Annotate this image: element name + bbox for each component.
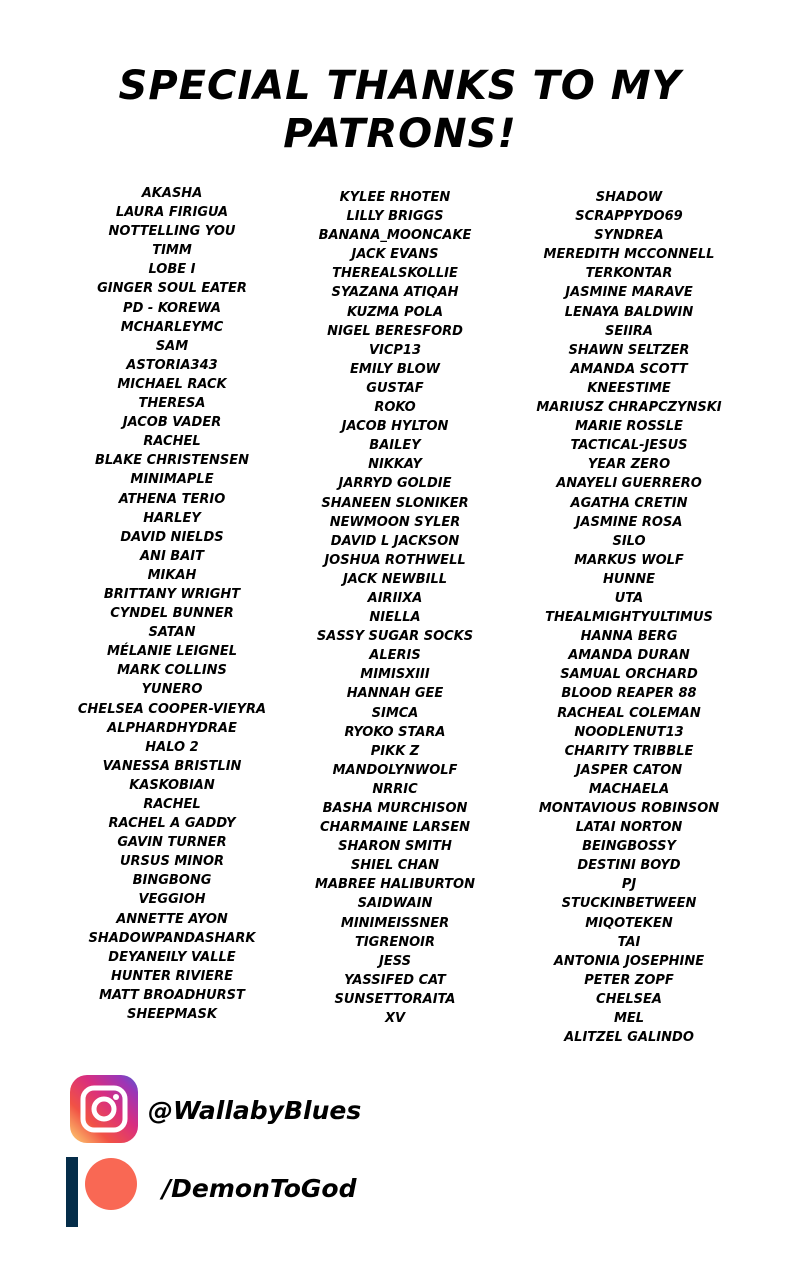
patron-name: MEL xyxy=(613,1011,645,1027)
patron-name: MIKAH xyxy=(147,567,197,583)
patron-name: SHANEEN SLONIKER xyxy=(321,495,469,511)
patron-name: NIELLA xyxy=(369,610,421,626)
patron-name: TIGRENOIR xyxy=(354,934,436,950)
patron-name: BINGBONG xyxy=(132,873,212,889)
patron-name: MABREE HALIBURTON xyxy=(315,877,475,893)
patron-name: RACHEAL COLEMAN xyxy=(557,705,701,721)
patron-name: SUNSETTORAITA xyxy=(334,991,456,1007)
patron-name: RACHEL xyxy=(143,797,201,812)
patron-name: JOSHUA ROTHWELL xyxy=(324,552,466,568)
patron-name: TAI xyxy=(617,934,641,950)
patron-name: THEALMIGHTYULTIMUS xyxy=(545,610,713,626)
patron-column-2 xyxy=(270,188,520,1028)
patron-name: LENAYA BALDWIN xyxy=(564,304,694,320)
patron-name: SEIIRA xyxy=(605,323,653,339)
patron-name: DEYANEILY VALLE xyxy=(108,949,236,965)
patron-name: RYOKO STARA xyxy=(344,724,446,740)
patron-name: URSUS MINOR xyxy=(119,854,225,870)
patron-name: HANNA BERG xyxy=(580,629,678,645)
patron-name: LATAI NORTON xyxy=(575,820,683,836)
patron-name: TIMM xyxy=(152,243,192,259)
patreon-handle[interactable]: /DemonToGod xyxy=(162,1174,357,1203)
patron-name: ANNETTE AYON xyxy=(116,911,228,927)
patron-name: LOBE I xyxy=(148,262,196,278)
patron-name: MARK COLLINS xyxy=(117,663,227,679)
patron-name: BANANA_MOONCAKE xyxy=(318,228,472,244)
patron-name: ROKO xyxy=(374,400,416,416)
patron-name: AMANDA SCOTT xyxy=(570,361,688,377)
patron-name: HANNAH GEE xyxy=(346,686,444,702)
patron-name: JACOB HYLTON xyxy=(341,419,449,435)
patron-name: ALERIS xyxy=(369,648,421,664)
patron-name: SATAN xyxy=(148,625,196,641)
patron-name: LAURA FIRIGUA xyxy=(115,205,229,221)
patron-name: CYNDEL BUNNER xyxy=(110,606,234,622)
page-title: SPECIAL THANKS TO MY PATRONS! xyxy=(118,63,682,157)
patron-name: SAMUAL ORCHARD xyxy=(560,667,698,683)
patron-name: BRITTANY WRIGHT xyxy=(103,586,241,602)
patron-name: YUNERO xyxy=(141,682,203,698)
patron-name: STUCKINBETWEEN xyxy=(561,896,697,912)
patron-name: KASKOBIAN xyxy=(129,777,215,793)
patron-name: GUSTAF xyxy=(366,380,424,396)
patron-name: XV xyxy=(384,1011,406,1027)
patron-name: ALPHARDHYDRAE xyxy=(107,720,237,736)
patron-name: SAM xyxy=(155,338,189,354)
patron-name: MATT BROADHURST xyxy=(99,987,245,1003)
patron-name: MONTAVIOUS ROBINSON xyxy=(538,801,720,816)
patron-name: BLOOD REAPER 88 xyxy=(561,686,697,702)
patron-name: EMILY BLOW xyxy=(350,361,440,377)
patron-name: JACOB VADER xyxy=(122,415,222,431)
patron-name: SYAZANA ATIQAH xyxy=(331,285,459,301)
patron-name: KNEESTIME xyxy=(587,380,671,396)
patron-name: VANESSA BRISTLIN xyxy=(102,758,242,774)
patron-name: PD - KOREWA xyxy=(123,300,221,316)
patron-name: SAIDWAIN xyxy=(357,896,433,912)
patron-name: BASHA MURCHISON xyxy=(322,801,468,816)
patron-name: CHARITY TRIBBLE xyxy=(564,743,694,759)
patron-name: CHELSEA COOPER-VIEYRA xyxy=(77,701,267,717)
patron-name: ALITZEL GALINDO xyxy=(564,1030,694,1046)
patron-name: AGATHA CRETIN xyxy=(570,495,688,511)
patron-name: SHADOW xyxy=(595,190,663,205)
patron-name: SYNDREA xyxy=(594,228,664,244)
patron-name: JACK EVANS xyxy=(351,247,439,263)
patron-name: KUZMA POLA xyxy=(346,304,444,320)
patron-name: JASMINE MARAVE xyxy=(565,285,693,301)
patron-name: NEWMOON SYLER xyxy=(329,514,461,530)
patron-name: AIRIIXA xyxy=(367,590,423,606)
patron-name: PIKK Z xyxy=(370,743,420,759)
patron-name: MÉLANIE LEIGNEL xyxy=(107,644,237,660)
patron-name: THERESA xyxy=(138,396,206,412)
patron-name: SILO xyxy=(612,533,646,549)
patron-name: JASPER CATON xyxy=(575,762,683,778)
patron-name: HUNNE xyxy=(602,571,656,587)
patron-name: VICP13 xyxy=(368,342,422,358)
patron-name: YASSIFED CAT xyxy=(344,972,446,988)
patron-name: CHARMAINE LARSEN xyxy=(319,820,471,836)
patron-name: MEREDITH MCCONNELL xyxy=(543,247,715,263)
patron-name: ANTONIA JOSEPHINE xyxy=(553,953,705,969)
patron-name: DAVID L JACKSON xyxy=(330,533,460,549)
patron-column-1 xyxy=(47,184,297,1024)
patron-name: BEINGBOSSY xyxy=(582,839,676,855)
patron-name: SHADOWPANDASHARK xyxy=(88,930,256,946)
patron-name: ATHENA TERIO xyxy=(118,491,226,507)
patron-name: DAVID NIELDS xyxy=(120,529,224,545)
patron-name: ASTORIA343 xyxy=(126,357,218,373)
patron-name: MANDOLYNWOLF xyxy=(332,762,458,778)
patron-name: MIQOTEKEN xyxy=(585,915,673,931)
patron-name: TERKONTAR xyxy=(585,266,673,282)
patron-name: UTA xyxy=(614,590,644,606)
patron-name: CHELSEA xyxy=(596,991,662,1007)
patron-name: MARIUSZ CHRAPCZYNSKI xyxy=(536,400,722,416)
patron-name: VEGGIOH xyxy=(138,892,206,908)
patron-name: GAVIN TURNER xyxy=(117,835,227,851)
patron-name: MINIMEISSNER xyxy=(340,915,450,931)
patron-name: NOTTELLING YOU xyxy=(108,224,236,240)
patron-name: HARLEY xyxy=(143,510,201,526)
patron-name: YEAR ZERO xyxy=(587,457,671,473)
patron-name: SHIEL CHAN xyxy=(350,858,440,874)
patron-name: JACK NEWBILL xyxy=(342,571,448,587)
patron-name: BAILEY xyxy=(369,438,421,454)
patron-name: ANAYELI GUERRERO xyxy=(556,476,702,492)
patron-name: SASSY SUGAR SOCKS xyxy=(316,629,474,645)
patron-name: SIMCA xyxy=(371,705,419,721)
patron-name: AMANDA DURAN xyxy=(568,648,690,664)
patron-name: TACTICAL-JESUS xyxy=(570,438,688,454)
patron-name: MINIMAPLE xyxy=(130,472,214,488)
patron-name: MIMISXIII xyxy=(360,667,430,683)
patron-name: KYLEE RHOTEN xyxy=(339,190,451,205)
patron-name: SCRAPPYDO69 xyxy=(575,209,683,225)
patron-name: NIKKAY xyxy=(368,457,422,473)
patron-name: MACHAELA xyxy=(588,781,670,797)
patron-name: PJ xyxy=(621,877,637,893)
patron-name: SHARON SMITH xyxy=(338,839,452,855)
patron-name: SHAWN SELTZER xyxy=(568,342,690,358)
patron-name: HALO 2 xyxy=(145,739,199,755)
patron-name: LILLY BRIGGS xyxy=(346,209,444,225)
patron-name: JASMINE ROSA xyxy=(575,514,683,530)
patron-name: JESS xyxy=(379,953,411,969)
patron-name: THEREALSKOLLIE xyxy=(332,266,458,282)
patron-name: ANI BAIT xyxy=(140,548,204,564)
patron-name: NIGEL BERESFORD xyxy=(327,323,463,339)
patron-name: DESTINI BOYD xyxy=(577,858,681,874)
patron-name: JARRYD GOLDIE xyxy=(338,476,452,492)
patron-name: RACHEL xyxy=(143,434,201,450)
instagram-icon xyxy=(70,1075,138,1143)
patron-name: MARIE ROSSLE xyxy=(575,419,683,435)
patron-name: MARKUS WOLF xyxy=(574,552,684,568)
patron-name: MICHAEL RACK xyxy=(117,376,227,392)
patron-name: RACHEL A GADDY xyxy=(108,816,236,832)
patron-name: GINGER SOUL EATER xyxy=(97,281,247,297)
patron-name: MCHARLEYMC xyxy=(120,319,224,335)
patron-name: NOODLENUT13 xyxy=(574,724,684,740)
patron-name: BLAKE CHRISTENSEN xyxy=(94,453,250,469)
patron-name: NRRIC xyxy=(372,781,418,797)
patron-name: AKASHA xyxy=(141,186,203,201)
instagram-handle[interactable]: @WallabyBlues xyxy=(148,1096,362,1125)
patron-name: HUNTER RIVIERE xyxy=(110,968,234,984)
patron-name: PETER ZOPF xyxy=(584,972,674,988)
patron-column-3 xyxy=(504,188,754,1047)
patron-name: SHEEPMASK xyxy=(127,1007,217,1023)
patreon-icon xyxy=(66,1157,142,1227)
